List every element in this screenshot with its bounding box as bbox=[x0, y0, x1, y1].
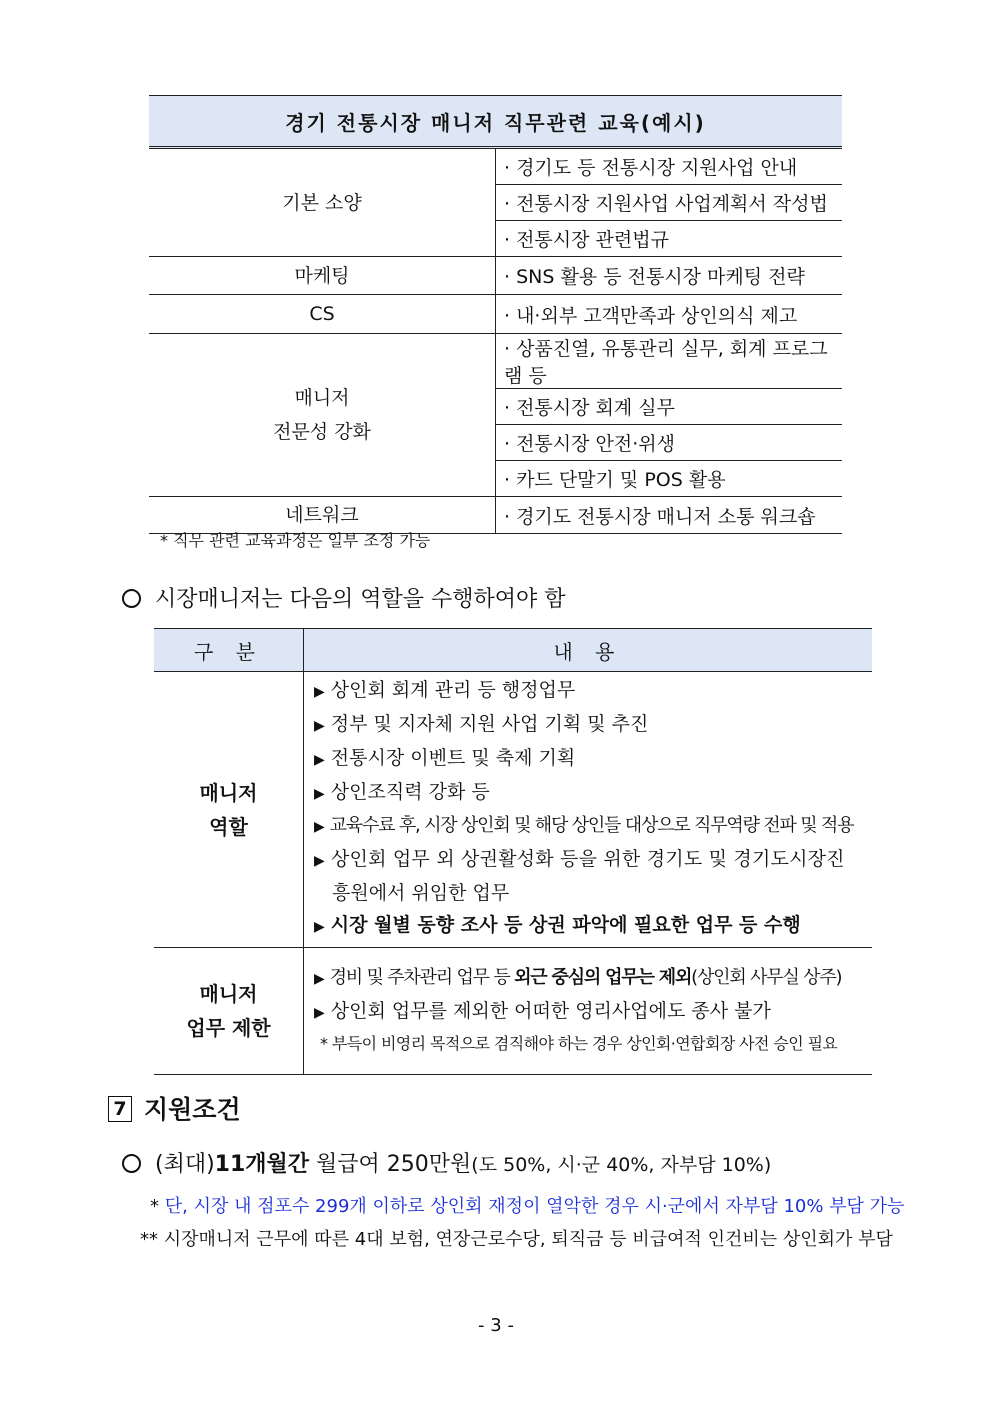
section-title: 지원조건 bbox=[144, 1095, 241, 1124]
triangle-right-icon: ▶ bbox=[314, 1004, 325, 1021]
category-line: 매니저 bbox=[199, 780, 258, 805]
list-item: ▶ 상인조직력 강화 등 bbox=[314, 781, 490, 803]
limit-note: * 부득이 비영리 목적으로 겸직해야 하는 경우 상인회·연합회장 사전 승인 필요 bbox=[320, 1033, 838, 1053]
footnote-1: * 단, 시장 내 점포수 299개 이하로 상인회 재정이 열악한 경우 시·군에서 자부담 10% 부담 가능 bbox=[150, 1196, 905, 1217]
table-cell: · 전통시장 회계 실무 bbox=[496, 389, 843, 425]
category-line: 역할 bbox=[209, 814, 248, 839]
category-line: 전문성 강화 bbox=[273, 421, 371, 443]
header-category: 구 분 bbox=[154, 629, 304, 672]
footnote-2: ** 시장매니저 근무에 따른 4대 보험, 연장근로수당, 퇴직금 등 비급여적 인건비는 상인회가 부담 bbox=[140, 1229, 893, 1250]
table-cell: · SNS 활용 등 전통시장 마케팅 전략 bbox=[496, 257, 843, 295]
table-cell: · 내·외부 고객만족과 상인의식 제고 bbox=[496, 295, 843, 334]
category-limit bbox=[154, 948, 304, 1075]
category-marketing: 마케팅 bbox=[149, 257, 496, 295]
education-note: * 직무 관련 교육과정은 일부 조정 가능 bbox=[160, 531, 431, 550]
role-bullet bbox=[122, 582, 566, 613]
list-item: ▶ 상인회 회계 관리 등 행정업무 bbox=[314, 679, 576, 701]
table-cell: · 카드 단말기 및 POS 활용 bbox=[496, 461, 843, 497]
manager-role-table bbox=[154, 628, 872, 1075]
limit-list bbox=[304, 948, 873, 1075]
list-item: ▶ 상인회 업무 외 상권활성화 등을 위한 경기도 및 경기도시장진 bbox=[314, 848, 845, 870]
header-content: 내 용 bbox=[304, 629, 873, 672]
category-cs: CS bbox=[149, 295, 496, 334]
salary-bullet: (최대)11개월간 월급여 250만원(도 50%, 시·군 40%, 자부담 10%) bbox=[122, 1147, 771, 1178]
triangle-right-icon: ▶ bbox=[314, 970, 324, 987]
circle-bullet-icon bbox=[122, 589, 141, 608]
triangle-right-icon: ▶ bbox=[314, 819, 324, 835]
triangle-right-icon: ▶ bbox=[314, 684, 325, 700]
list-item: ▶ 상인회 업무를 제외한 어떠한 영리사업에도 종사 불가 bbox=[314, 999, 771, 1022]
triangle-right-icon: ▶ bbox=[314, 919, 325, 935]
triangle-right-icon: ▶ bbox=[314, 718, 325, 734]
category-basic: 기본 소양 bbox=[149, 148, 496, 257]
list-item: ▶ 경비 및 주차관리 업무 등 외근 중심의 업무는 제외(상인회 사무실 상주) bbox=[314, 966, 842, 988]
role-bullet-text: 시장매니저는 다음의 역할을 수행하여야 함 bbox=[155, 587, 566, 612]
section-heading bbox=[108, 1090, 241, 1126]
list-item: ▶ 교육수료 후, 시장 상인회 및 해당 상인들 대상으로 직무역량 전파 및 적용 bbox=[314, 815, 854, 836]
category-expertise bbox=[149, 334, 496, 497]
education-table bbox=[149, 95, 842, 534]
education-table-title: 경기 전통시장 매니저 직무관련 교육(예시) bbox=[149, 96, 842, 148]
list-item-continuation: 흥원에서 위임한 업무 bbox=[332, 882, 510, 904]
triangle-right-icon: ▶ bbox=[314, 752, 325, 768]
category-line: 업무 제한 bbox=[186, 1016, 271, 1040]
table-cell: · 전통시장 안전·위생 bbox=[496, 425, 843, 461]
triangle-right-icon: ▶ bbox=[314, 853, 325, 869]
category-line: 매니저 bbox=[294, 387, 350, 409]
category-network: 네트워크 bbox=[149, 497, 496, 534]
list-item: ▶ 전통시장 이벤트 및 축제 기획 bbox=[314, 747, 576, 769]
table-cell: · 전통시장 관련법규 bbox=[496, 221, 843, 257]
table-cell: · 상품진열, 유통관리 실무, 회계 프로그램 등 bbox=[496, 334, 843, 389]
category-line: 매니저 bbox=[199, 982, 258, 1006]
list-item: ▶ 시장 월별 동향 조사 등 상권 파악에 필요한 업무 등 수행 bbox=[314, 914, 801, 936]
category-role bbox=[154, 672, 304, 948]
table-cell: · 전통시장 지원사업 사업계획서 작성법 bbox=[496, 185, 843, 221]
circle-bullet-icon bbox=[122, 1154, 141, 1173]
role-list bbox=[304, 672, 873, 948]
triangle-right-icon: ▶ bbox=[314, 786, 325, 802]
table-cell: · 경기도 전통시장 매니저 소통 워크숍 bbox=[496, 497, 843, 534]
table-cell: · 경기도 등 전통시장 지원사업 안내 bbox=[496, 148, 843, 185]
page-number: - 3 - bbox=[478, 1315, 514, 1336]
section-number: 7 bbox=[108, 1096, 132, 1122]
list-item: ▶ 정부 및 지자체 지원 사업 기획 및 추진 bbox=[314, 713, 649, 735]
